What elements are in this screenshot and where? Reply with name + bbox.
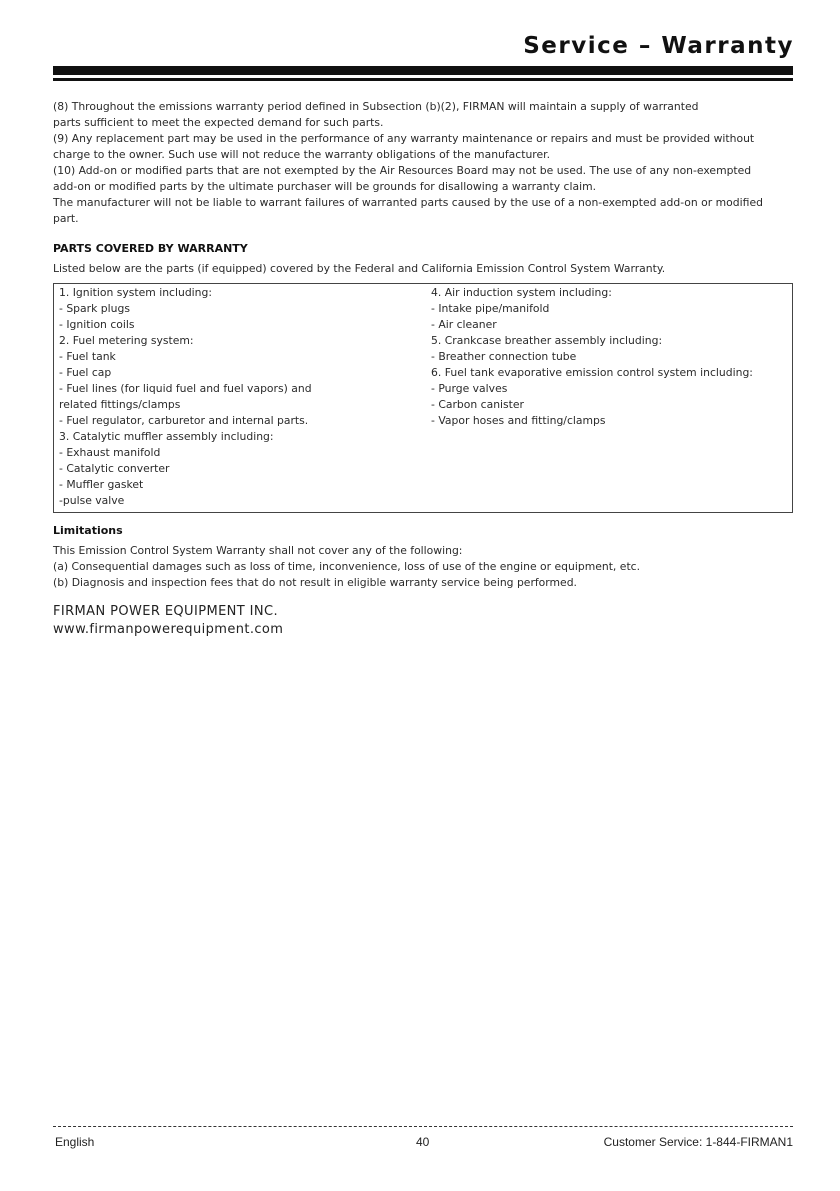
parts-list-item: 2. Fuel metering system:	[59, 334, 194, 347]
page-content	[53, 99, 793, 639]
parts-list-item: - Ignition coils	[59, 318, 135, 331]
limitations-line: (b) Diagnosis and inspection fees that do not result in eligible warranty service being performed.	[53, 576, 577, 589]
intro-line: The manufacturer will not be liable to warrant failures of warranted parts caused by the use of a non-exempted add-on or modified	[53, 196, 763, 209]
footer-divider	[53, 1126, 793, 1127]
parts-list-item: - Exhaust manifold	[59, 446, 161, 459]
intro-section	[53, 99, 793, 227]
parts-intro: Listed below are the parts (if equipped) covered by the Federal and California Emission Control System Warranty.	[53, 262, 666, 275]
parts-list-item: - Catalytic converter	[59, 462, 170, 475]
intro-line: (9) Any replacement part may be used in the performance of any warranty maintenance or repairs and must be provided without	[53, 132, 755, 145]
parts-list-item: - Breather connection tube	[431, 350, 577, 363]
company-name: FIRMAN POWER EQUIPMENT INC.	[53, 604, 279, 619]
limitations-line: This Emission Control System Warranty shall not cover any of the following:	[53, 544, 463, 557]
parts-list-item: - Purge valves	[431, 382, 508, 395]
parts-list-item: - Fuel cap	[59, 366, 112, 379]
parts-list-item: - Fuel lines (for liquid fuel and fuel vapors) and	[59, 382, 312, 395]
parts-list-item: - Air cleaner	[431, 318, 497, 331]
intro-line: (8) Throughout the emissions warranty period defined in Subsection (b)(2), FIRMAN will maintain a supply of warranted	[53, 100, 699, 113]
intro-line: add-on or modified parts by the ultimate purchaser will be grounds for disallowing a warranty claim.	[53, 180, 597, 193]
parts-list-item: - Carbon canister	[431, 398, 524, 411]
company-block	[53, 603, 793, 639]
parts-list-item: 3. Catalytic muffler assembly including:	[59, 430, 274, 443]
header-rule-thin	[53, 78, 793, 81]
footer-customer-service: Customer Service: 1-844-FIRMAN1	[603, 1135, 793, 1149]
page-title: Service – Warranty	[523, 33, 794, 59]
parts-list-item: - Fuel tank	[59, 350, 116, 363]
parts-heading: PARTS COVERED BY WARRANTY	[53, 242, 248, 255]
company-website: www.firmanpowerequipment.com	[53, 622, 284, 637]
parts-list-item: - Muffler gasket	[59, 478, 144, 491]
parts-list-item: 1. Ignition system including:	[59, 286, 213, 299]
parts-list-item: 5. Crankcase breather assembly including:	[431, 334, 663, 347]
header-rule-thick	[53, 66, 793, 75]
parts-list-item: 6. Fuel tank evaporative emission control system including:	[431, 366, 753, 379]
footer-page-number: 40	[416, 1135, 430, 1149]
parts-list-item: - Fuel regulator, carburetor and internal parts.	[59, 414, 309, 427]
intro-line: (10) Add-on or modified parts that are not exempted by the Air Resources Board may not be used. The use of any non-exempted	[53, 164, 752, 177]
parts-left-column	[59, 285, 431, 509]
intro-line: part.	[53, 212, 79, 225]
limitations-heading: Limitations	[53, 524, 123, 537]
parts-list-item: 4. Air induction system including:	[431, 286, 612, 299]
limitations-line: (a) Consequential damages such as loss of time, inconvenience, loss of use of the engine or equipment, etc.	[53, 560, 641, 573]
limitations-section	[53, 543, 793, 591]
intro-line: parts sufficient to meet the expected demand for such parts.	[53, 116, 384, 129]
parts-list-item: related fittings/clamps	[59, 398, 181, 411]
footer-language: English	[55, 1135, 95, 1149]
parts-right-column	[431, 285, 792, 509]
parts-list-box	[53, 283, 793, 513]
parts-list-item: - Vapor hoses and fitting/clamps	[431, 414, 606, 427]
parts-list-item: - Spark plugs	[59, 302, 130, 315]
parts-list-item: - Intake pipe/manifold	[431, 302, 550, 315]
parts-list-item: -pulse valve	[59, 494, 125, 507]
intro-line: charge to the owner. Such use will not reduce the warranty obligations of the manufacturer.	[53, 148, 551, 161]
